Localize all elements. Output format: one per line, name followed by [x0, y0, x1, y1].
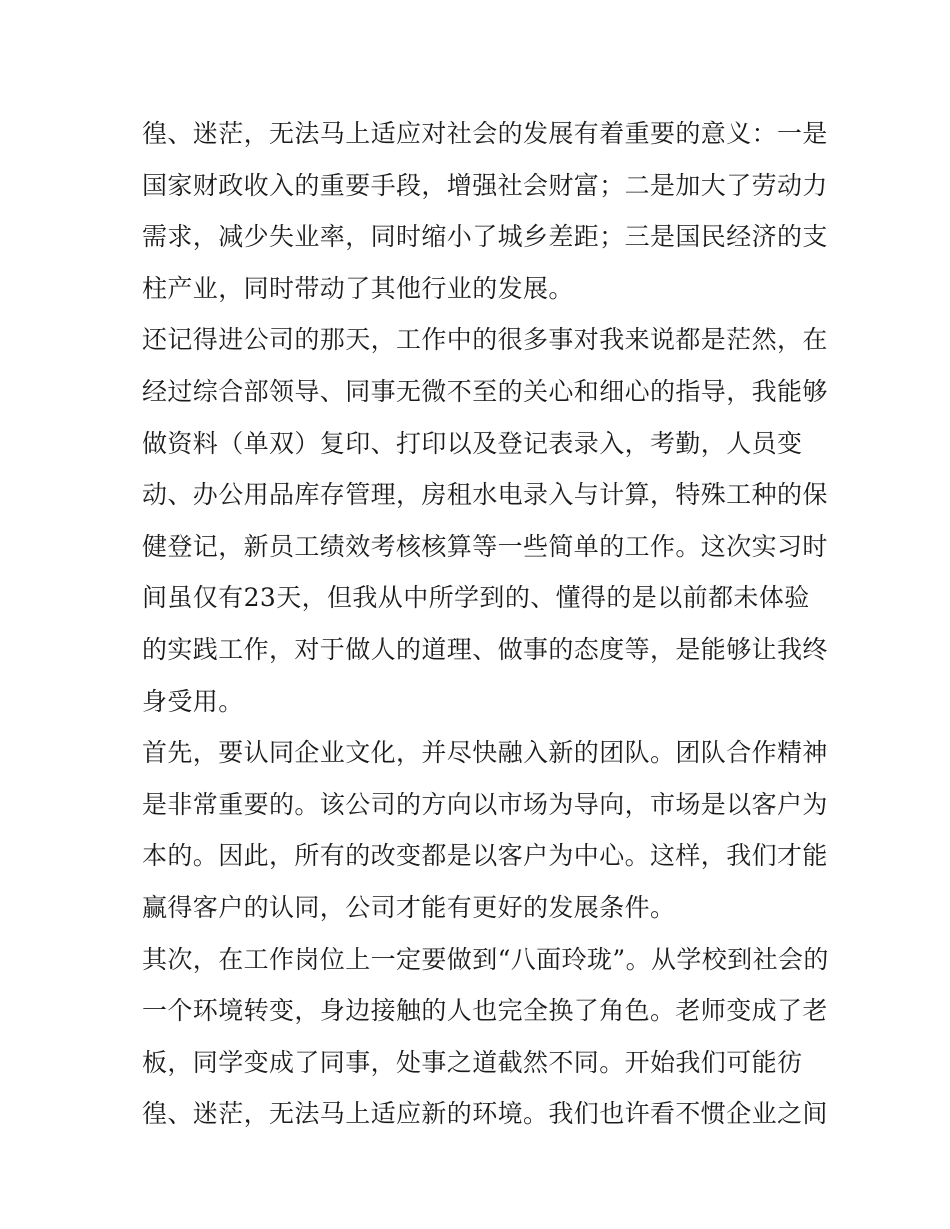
text-line-2: 国家财政收入的重要手段，增强社会财富；二是加大了劳动力	[142, 170, 828, 200]
text-line-17: 其次，在工作岗位上一定要做到“八面玲珑”。从学校到社会的	[142, 944, 829, 974]
text-line-19: 板，同学变成了同事，处事之道截然不同。开始我们可能彷	[142, 1047, 803, 1077]
text-line-10: 间虽仅有23天，但我从中所学到的、懂得的是以前都未体验	[142, 583, 810, 613]
text-line-3: 需求，减少失业率，同时缩小了城乡差距；三是国民经济的支	[142, 222, 828, 252]
text-line-20: 徨、迷茫，无法马上适应新的环境。我们也许看不惯企业之间	[142, 1099, 828, 1129]
text-line-1: 徨、迷茫，无法马上适应对社会的发展有着重要的意义：一是	[142, 119, 828, 148]
text-line-14: 是非常重要的。该公司的方向以市场为导向，市场是以客户为	[142, 789, 828, 819]
text-line-8: 动、办公用品库存管理，房租水电录入与计算，特殊工种的保	[142, 480, 828, 510]
text-line-18: 一个环境转变，身边接触的人也完全换了角色。老师变成了老	[142, 996, 828, 1026]
text-line-13: 首先，要认同企业文化，并尽快融入新的团队。团队合作精神	[142, 738, 828, 768]
text-line-4: 柱产业，同时带动了其他行业的发展。	[142, 273, 574, 303]
text-line-9: 健登记，新员工绩效考核核算等一些简单的工作。这次实习时	[142, 531, 828, 561]
text-line-7: 做资料（单双）复印、打印以及登记表录入，考勤，人员变	[142, 428, 803, 458]
text-line-12: 身受用。	[142, 686, 244, 716]
text-line-15: 本的。因此，所有的改变都是以客户为中心。这样，我们才能	[142, 841, 828, 871]
text-line-16: 赢得客户的认同，公司才能有更好的发展条件。	[142, 892, 676, 922]
text-line-5: 还记得进公司的那天，工作中的很多事对我来说都是茫然，在	[142, 325, 828, 355]
text-line-11: 的实践工作，对于做人的道理、做事的态度等，是能够让我终	[142, 634, 828, 664]
body-text	[142, 108, 829, 1140]
text-line-6: 经过综合部领导、同事无微不至的关心和细心的指导，我能够	[142, 376, 828, 406]
